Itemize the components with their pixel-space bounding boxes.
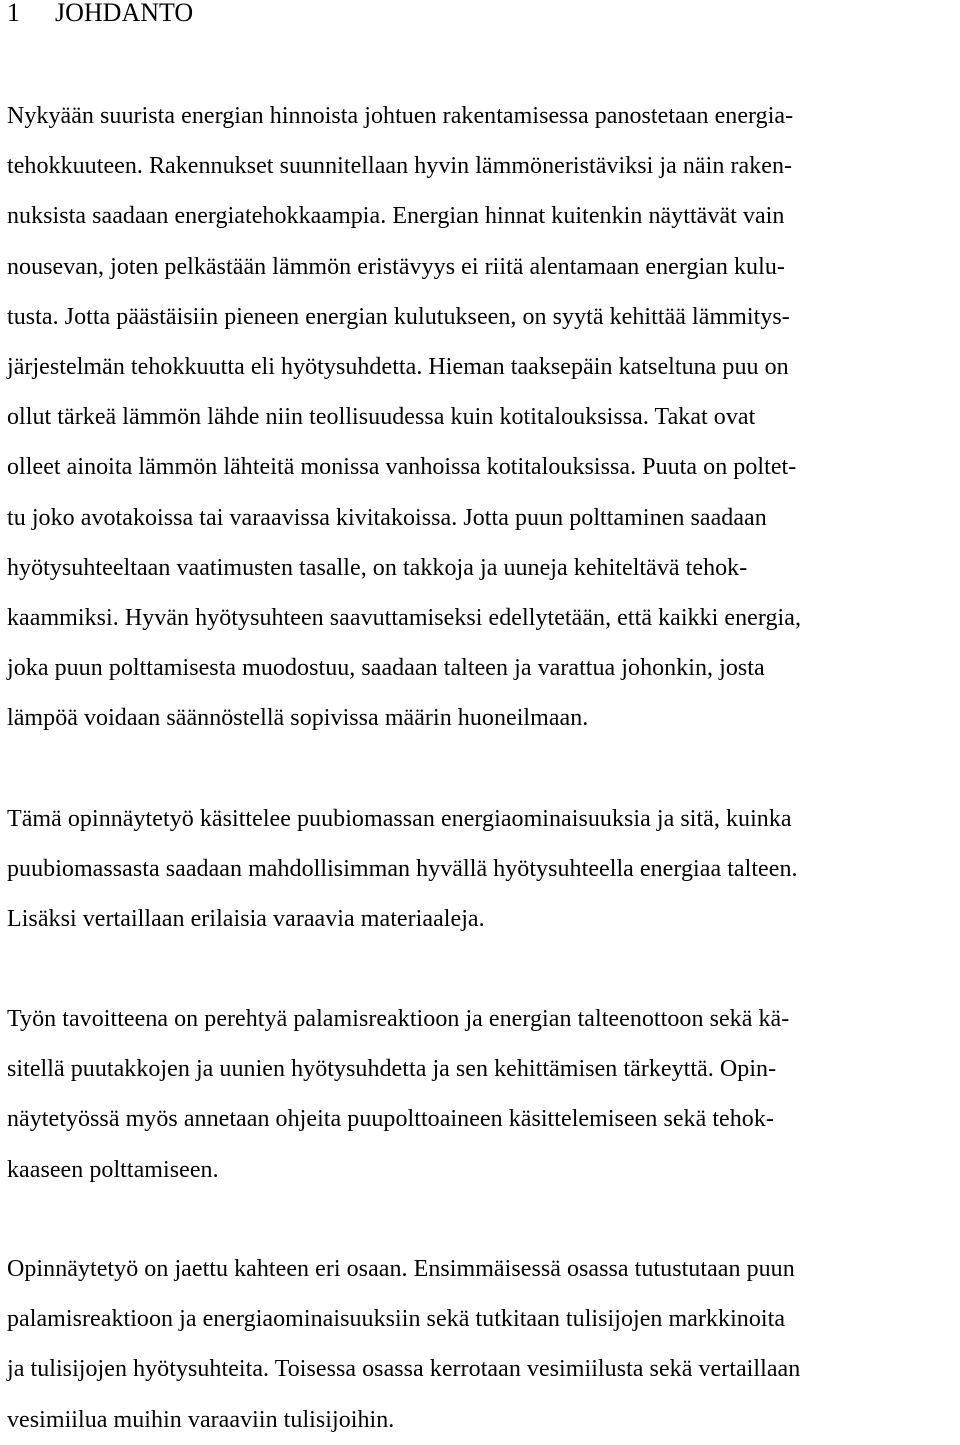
- text-line: olleet ainoita lämmön lähteitä monissa vanhoissa kotitalouksissa. Puuta on poltet-: [7, 454, 797, 481]
- text-line: kaammiksi. Hyvän hyötysuhteen saavuttamiseksi edellytetään, että kaikki energia,: [7, 605, 801, 632]
- text-line: joka puun polttamisesta muodostuu, saadaan talteen ja varattua johonkin, josta: [7, 655, 765, 682]
- paragraph-structure: [7, 1244, 800, 1445]
- text-line: järjestelmän tehokkuutta eli hyötysuhdetta. Hieman taaksepäin katseltuna puu on: [7, 354, 789, 381]
- text-line: tu joko avotakoissa tai varaavissa kivitakoissa. Jotta puun polttaminen saadaan: [7, 504, 767, 531]
- paragraph-goals: [7, 994, 789, 1195]
- text-line: lämpöä voidaan säännöstellä sopivissa määrin huoneilmaan.: [7, 705, 589, 732]
- text-line: hyötysuhteeltaan vaatimusten tasalle, on takkoja ja uuneja kehiteltävä tehok-: [7, 554, 748, 581]
- text-line: sitellä puutakkojen ja uunien hyötysuhdetta ja sen kehittämisen tärkeyttä. Opin-: [7, 1056, 777, 1083]
- text-line: tehokkuuteen. Rakennukset suunnitellaan hyvin lämmöneristäviksi ja näin raken-: [7, 153, 793, 180]
- text-line: nuksista saadaan energiatehokkaampia. Energian hinnat kuitenkin näyttävät vain: [7, 203, 785, 230]
- paragraph-scope: [7, 794, 798, 945]
- text-line: tusta. Jotta päästäisiin pieneen energian kulutukseen, on syytä kehittää lämmitys-: [7, 303, 790, 330]
- text-line: palamisreaktioon ja energiaominaisuuksiin sekä tutkitaan tulisijojen markkinoita: [7, 1306, 786, 1333]
- text-line: Lisäksi vertaillaan erilaisia varaavia materiaaleja.: [7, 906, 485, 933]
- text-line: Tämä opinnäytetyö käsittelee puubiomassan energiaominaisuuksia ja sitä, kuinka: [7, 806, 792, 832]
- section-heading: [7, 0, 957, 26]
- text-line: kaaseen polttamiseen.: [7, 1156, 219, 1183]
- document-page: [7, 0, 957, 1433]
- section-title: JOHDANTO: [55, 0, 194, 27]
- text-line: näytetyössä myös annetaan ohjeita puupolttoaineen käsittelemiseen sekä tehok-: [7, 1106, 774, 1133]
- text-line: Työn tavoitteena on perehtyä palamisreaktioon ja energian talteenottoon sekä kä-: [7, 1006, 790, 1032]
- text-line: Opinnäytetyö on jaettu kahteen eri osaan. Ensimmäisessä osassa tutustutaan puun: [7, 1256, 795, 1282]
- paragraph-introduction: [7, 91, 801, 744]
- text-line: puubiomassasta saadaan mahdollisimman hyvällä hyötysuhteella energiaa talteen.: [7, 856, 798, 883]
- text-line: ollut tärkeä lämmön lähde niin teollisuudessa kuin kotitalouksissa. Takat ovat: [7, 404, 756, 431]
- text-line: vesimiilua muihin varaaviin tulisijoihin.: [7, 1406, 395, 1433]
- text-line: Nykyään suurista energian hinnoista johtuen rakentamisessa panostetaan energia-: [7, 103, 794, 129]
- text-line: ja tulisijojen hyötysuhteita. Toisessa osassa kerrotaan vesimiilusta sekä vertaillaan: [7, 1356, 801, 1383]
- section-number: 1: [7, 0, 20, 27]
- text-line: nousevan, joten pelkästään lämmön eristävyys ei riitä alentamaan energian kulu-: [7, 253, 785, 280]
